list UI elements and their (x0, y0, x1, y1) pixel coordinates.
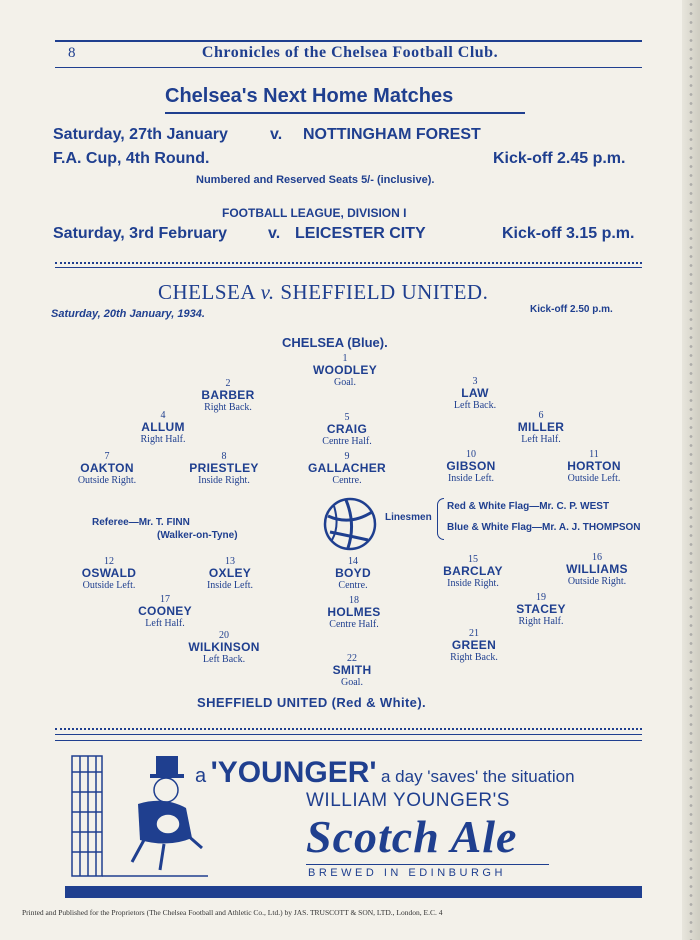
next-matches-heading: Chelsea's Next Home Matches (165, 85, 454, 107)
advert-top-dotted (55, 728, 642, 730)
advert-bottom-bar (65, 886, 642, 898)
match2-vs: v. (268, 225, 281, 242)
footer-imprint: Printed and Published for the Proprietors (The Chelsea Football and Athletic Co., Ltd.) by JAS. TRUSCOTT & SON, LTD., London, E.C. 4 (22, 908, 443, 917)
player-5: 5 CRAIG Centre Half. (322, 412, 372, 448)
player-14: 14 BOYD Centre. (335, 556, 371, 592)
fixture-away: SHEFFIELD UNITED. (280, 280, 489, 304)
player-15: 15 BARCLAY Inside Right. (443, 554, 503, 590)
player-7: 7 OAKTON Outside Right. (77, 451, 137, 487)
heading-underline (165, 112, 525, 114)
linesmen-brace (437, 498, 444, 540)
player-19: 19 STACEY Right Half. (516, 592, 566, 628)
match1-opponent: NOTTINGHAM FOREST (303, 126, 481, 143)
player-17: 17 COONEY Left Half. (138, 594, 192, 630)
advert-younger: 'YOUNGER' (210, 756, 377, 789)
player-12: 12 OSWALD Outside Left. (81, 556, 137, 592)
match2-kickoff: Kick-off 3.15 p.m. (502, 225, 635, 242)
player-3: 3 LAW Left Back. (453, 376, 497, 412)
advert-saves: a day 'saves' the situation (380, 767, 575, 786)
advert-top-rule (55, 734, 642, 735)
player-2: 2 BARBER Right Back. (201, 378, 255, 414)
section-divider (55, 267, 642, 268)
player-1: 1 WOODLEY Goal. (312, 353, 378, 389)
player-4: 4 ALLUM Right Half. (140, 410, 186, 446)
match1-date: Saturday, 27th January (53, 126, 228, 143)
advert-product-rule (306, 864, 549, 865)
advert-product: Scotch Ale (306, 811, 518, 862)
advert-top-rule-2 (55, 740, 642, 741)
match2-competition: FOOTBALL LEAGUE, DIVISION I (222, 206, 407, 220)
advert-brewed: BREWED IN EDINBURGH (308, 867, 506, 879)
match1-seats: Numbered and Reserved Seats 5/- (inclusive). (196, 174, 435, 186)
player-21: 21 GREEN Right Back. (450, 628, 498, 664)
match2-opponent: LEICESTER CITY (295, 225, 426, 242)
player-22: 22 SMITH Goal. (332, 653, 372, 689)
header-top-rule (55, 40, 642, 42)
header-bottom-rule (55, 67, 642, 68)
linesman-2: Blue & White Flag—Mr. A. J. THOMPSON (447, 522, 641, 533)
referee: Referee—Mr. T. FINN (92, 517, 190, 528)
player-10: 10 GIBSON Inside Left. (446, 449, 496, 485)
perforation-edge (686, 0, 696, 940)
section-divider-dotted (55, 262, 642, 264)
header-title: Chronicles of the Chelsea Football Club. (201, 44, 499, 61)
player-11: 11 HORTON Outside Left. (567, 449, 621, 485)
away-team-label: SHEFFIELD UNITED (Red & White). (197, 695, 427, 710)
player-18: 18 HOLMES Centre Half. (327, 595, 381, 631)
advert-tagline (195, 756, 575, 790)
fixture-home: CHELSEA (158, 280, 255, 304)
advert-brewer: WILLIAM YOUNGER'S (306, 790, 510, 811)
match1-vs: v. (270, 126, 283, 143)
fixture-title (158, 280, 488, 305)
player-20: 20 WILKINSON Left Back. (188, 630, 260, 666)
advert-a: a (195, 765, 207, 787)
match2-date: Saturday, 3rd February (53, 225, 227, 242)
referee-town: (Walker-on-Tyne) (157, 530, 238, 541)
home-team-label: CHELSEA (Blue). (282, 335, 388, 350)
linesman-1: Red & White Flag—Mr. C. P. WEST (447, 501, 610, 512)
fixture-kickoff: Kick-off 2.50 p.m. (530, 304, 613, 315)
fixture-vs: v. (260, 280, 275, 304)
fixture-date: Saturday, 20th January, 1934. (51, 308, 205, 320)
page-number: 8 (68, 45, 76, 61)
player-8: 8 PRIESTLEY Inside Right. (189, 451, 259, 487)
linesmen-label: Linesmen (385, 512, 432, 523)
player-16: 16 WILLIAMS Outside Right. (566, 552, 628, 588)
player-9: 9 GALLACHER Centre. (307, 451, 387, 487)
match1-kickoff: Kick-off 2.45 p.m. (493, 150, 626, 167)
goalkeeper-illustration (68, 752, 213, 887)
football-icon (322, 496, 378, 552)
player-6: 6 MILLER Left Half. (517, 410, 565, 446)
player-13: 13 OXLEY Inside Left. (206, 556, 254, 592)
match1-competition: F.A. Cup, 4th Round. (53, 150, 210, 167)
